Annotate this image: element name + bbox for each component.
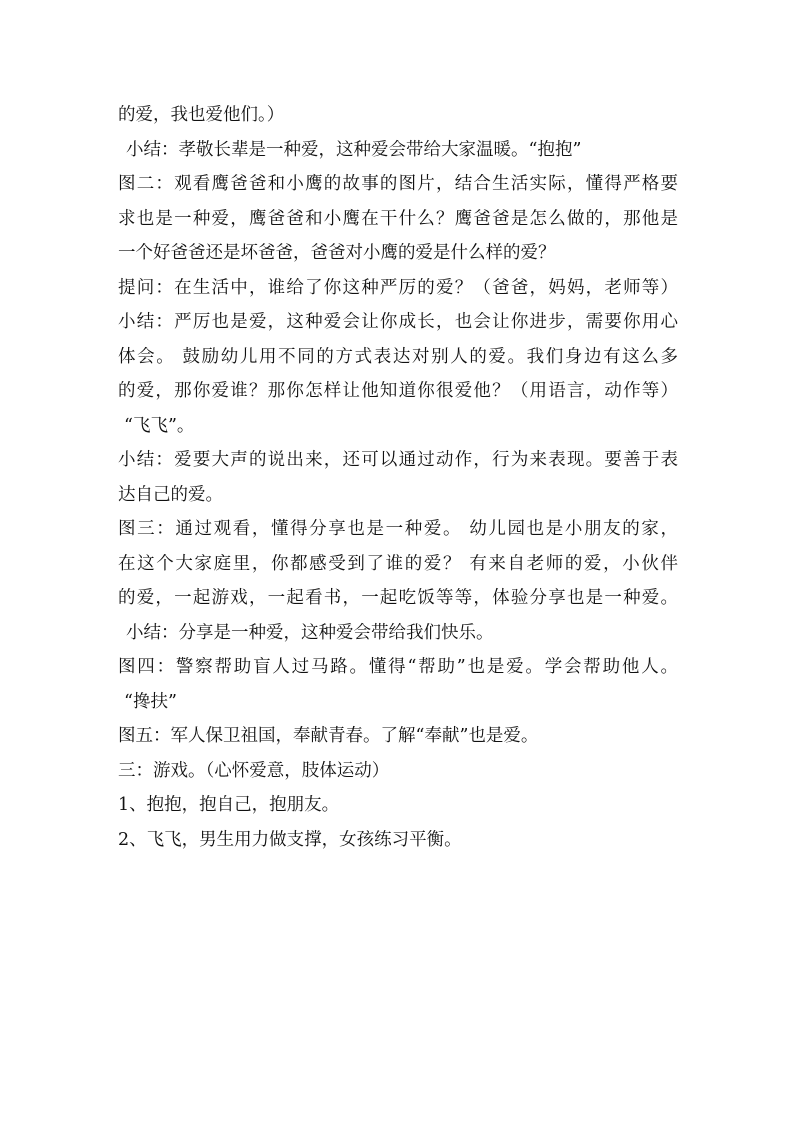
summary-line: 小结：孝敬长辈是一种爱，这种爱会带给大家温暖。“抱抱” [126, 139, 582, 160]
paragraph-line: 体会。 鼓励幼儿用不同的方式表达对别人的爱。我们身边有这么多 [118, 346, 678, 367]
paragraph-line: 求也是一种爱，鹰爸爸和小鹰在干什么？鹰爸爸是怎么做的，那他是 [118, 208, 678, 229]
paragraph-line: 的爱，那你爱谁？那你怎样让他知道你很爱他？（用语言，动作等） [118, 381, 678, 401]
list-item: 1、抱抱，抱自己，抱朋友。 [118, 795, 340, 815]
paragraph-line: “搀扶” [124, 691, 177, 712]
document-body [118, 98, 678, 857]
paragraph-line: 图四：警察帮助盲人过马路。懂得“帮助”也是爱。学会帮助他人。 [118, 657, 678, 677]
paragraph-line: 的爱，我也爱他们。） [118, 105, 285, 125]
paragraph-line: 在这个大家庭里，你都感受到了谁的爱？ 有来自老师的爱，小伙伴 [118, 553, 678, 574]
paragraph-line: 图二：观看鹰爸爸和小鹰的故事的图片，结合生活实际，懂得严格要 [118, 174, 678, 194]
section-heading: 三：游戏。（心怀爱意，肢体运动） [118, 760, 390, 781]
paragraph-line: 一个好爸爸还是坏爸爸，爸爸对小鹰的爱是什么样的爱？ [118, 243, 556, 263]
paragraph-line: “飞飞”。 [124, 415, 195, 436]
summary-line: 小结：严厉也是爱，这种爱会让你成长，也会让你进步，需要你用心 [118, 312, 678, 332]
summary-line: 小结：分享是一种爱，这种爱会带给我们快乐。 [126, 622, 494, 643]
paragraph-line: 的爱，一起游戏，一起看书，一起吃饭等等，体验分享也是一种爱。 [118, 588, 678, 608]
paragraph-line: 图三：通过观看，懂得分享也是一种爱。 幼儿园也是小朋友的家， [118, 519, 678, 539]
list-item: 2、飞飞，男生用力做支撑，女孩练习平衡。 [118, 829, 462, 850]
paragraph-line: 图五：军人保卫祖国，奉献青春。了解“奉献”也是爱。 [118, 726, 539, 746]
question-line: 提问：在生活中，谁给了你这种严厉的爱？（爸爸，妈妈，老师等） [118, 277, 678, 298]
summary-line: 小结：爱要大声的说出来，还可以通过动作，行为来表现。要善于表 [118, 450, 678, 470]
paragraph-line: 达自己的爱。 [118, 484, 223, 505]
